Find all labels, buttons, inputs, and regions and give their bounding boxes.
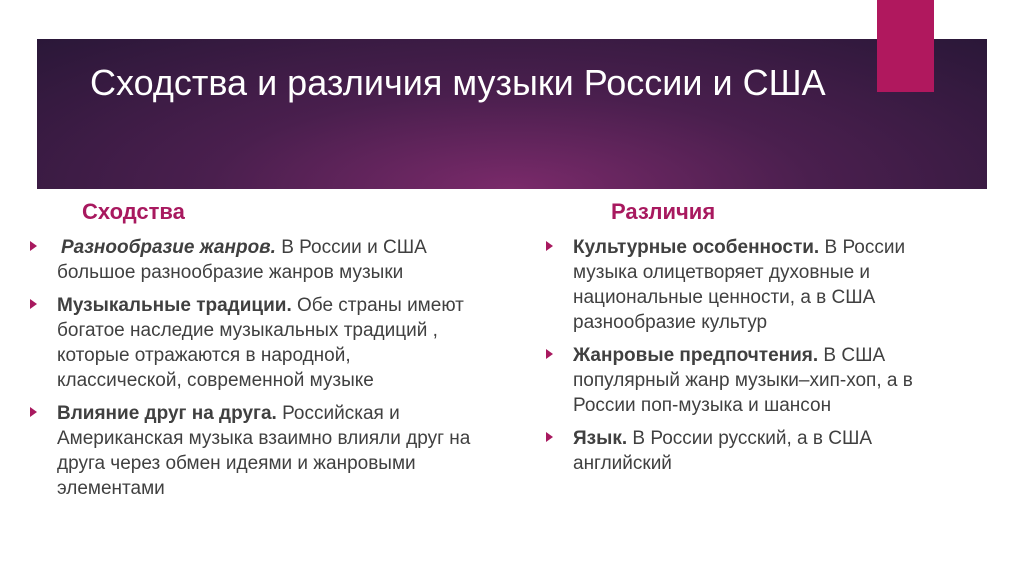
differences-list (573, 235, 963, 484)
item-lead: Музыкальные традиции. (57, 295, 292, 316)
similarities-heading: Сходства (82, 199, 185, 224)
bullet-arrow-icon (30, 407, 37, 417)
bullet-arrow-icon (546, 349, 553, 359)
bullet-arrow-icon (546, 432, 553, 442)
item-text: Российская и Американская музыка взаимно влияли друг на друга через обмен идеями и жанровыми элементами (57, 403, 471, 499)
item-text: В США популярный жанр музыки–хип-хоп, а в России поп-музыка и шансон (573, 345, 913, 416)
item-lead: Влияние друг на друга. (57, 403, 277, 424)
item-lead: Разнообразие жанров. (61, 237, 276, 258)
list-item (573, 235, 963, 335)
item-text: В России и США большое разнообразие жанров музыки (57, 237, 427, 283)
item-text: Обе страны имеют богатое наследие музыкальных традиций , которые отражаются в народной, классической, современной музыке (57, 295, 464, 391)
slide-title: Сходства и различия музыки России и США (90, 62, 826, 103)
item-text: В России музыка олицетворяет духовные и национальные ценности, а в США разнообразие культур (573, 237, 906, 333)
bullet-arrow-icon (30, 299, 37, 309)
bullet-arrow-icon (30, 241, 37, 251)
item-lead: Культурные особенности. (573, 237, 820, 258)
list-item (573, 343, 963, 418)
list-item (57, 293, 477, 393)
list-item (57, 401, 477, 501)
list-item (573, 426, 963, 476)
item-lead: Язык. (573, 428, 628, 449)
differences-heading: Различия (611, 199, 716, 224)
list-item (57, 235, 477, 285)
item-text: В России русский, а в США английский (573, 428, 873, 474)
similarities-list (57, 235, 477, 509)
accent-bar (877, 0, 934, 92)
item-lead: Жанровые предпочтения. (573, 345, 819, 366)
bullet-arrow-icon (546, 241, 553, 251)
